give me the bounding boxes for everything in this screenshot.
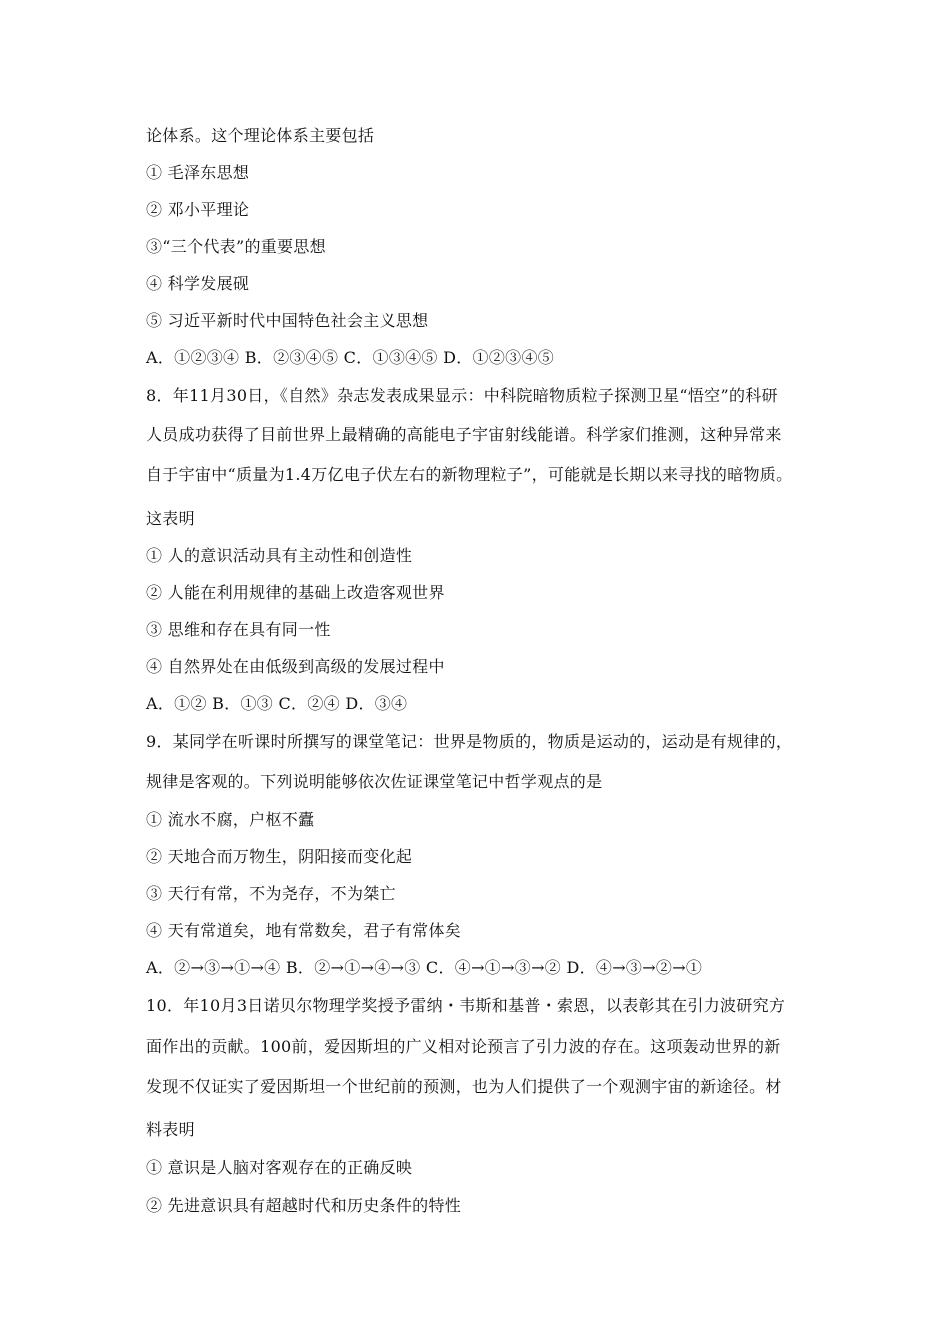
option-line: ④ 天有常道矣，地有常数矣，君子有常体矣 [146,921,462,940]
question-9-stem: 规律是客观的。下列说明能够依次佐证课堂笔记中哲学观点的是 [146,772,603,791]
question-10-stem: 10．年10月3日诺贝尔物理学奖授予雷纳・韦斯和基普・索恩，以表彰其在引力波研究方 [146,996,786,1015]
question-8-stem: 人员成功获得了目前世界上最精确的高能电子宇宙射线能谱。科学家们推测，这种异常来 [146,425,782,444]
question-8-stem: 8．年11月30日，《自然》杂志发表成果显示：中科院暗物质粒子探测卫星“悟空”的科研 [146,386,778,405]
option-line: ③ 思维和存在具有同一性 [146,620,331,639]
option-line: ② 天地合而万物生，阴阳接而变化起 [146,847,413,866]
question-10-stem: 料表明 [146,1120,195,1139]
option-line: ② 人能在利用规律的基础上改造客观世界 [146,583,445,602]
answer-choices: A．②→③→①→④ B．②→①→④→③ C．④→①→③→② D．④→③→②→① [146,958,703,977]
option-line: ① 人的意识活动具有主动性和创造性 [146,546,413,565]
option-line: ④ 科学发展砚 [146,274,250,293]
option-line: ③“三个代表”的重要思想 [146,237,326,256]
question-8-stem: 这表明 [146,509,195,528]
answer-choices: A．①② B．①③ C．②④ D．③④ [146,694,408,713]
option-line: ① 毛泽东思想 [146,163,250,182]
question-10-stem: 发现不仅证实了爱因斯坦一个世纪前的预测，也为人们提供了一个观测宇宙的新途径。材 [146,1077,782,1096]
text-line: 论体系。这个理论体系主要包括 [146,126,375,145]
option-line: ② 邓小平理论 [146,200,250,219]
option-line: ③ 天行有常，不为尧存，不为桀亡 [146,884,396,903]
option-line: ⑤ 习近平新时代中国特色社会主义思想 [146,311,429,330]
option-line: ① 意识是人脑对客观存在的正确反映 [146,1158,413,1177]
option-line: ④ 自然界处在由低级到高级的发展过程中 [146,657,445,676]
question-9-stem: 9．某同学在听课时所撰写的课堂笔记：世界是物质的，物质是运动的，运动是有规律的， [146,732,793,751]
question-10-stem: 面作出的贡献。100前，爱因斯坦的广义相对论预言了引力波的存在。这项轰动世界的新 [146,1037,781,1056]
option-line: ② 先进意识具有超越时代和历史条件的特性 [146,1196,462,1215]
answer-choices: A．①②③④ B．②③④⑤ C．①③④⑤ D．①②③④⑤ [146,348,555,367]
question-8-stem: 自于宇宙中“质量为1.4万亿电子伏左右的新物理粒子”，可能就是长期以来寻找的暗物质。 [146,465,793,484]
option-line: ① 流水不腐，户枢不蠹 [146,810,315,829]
